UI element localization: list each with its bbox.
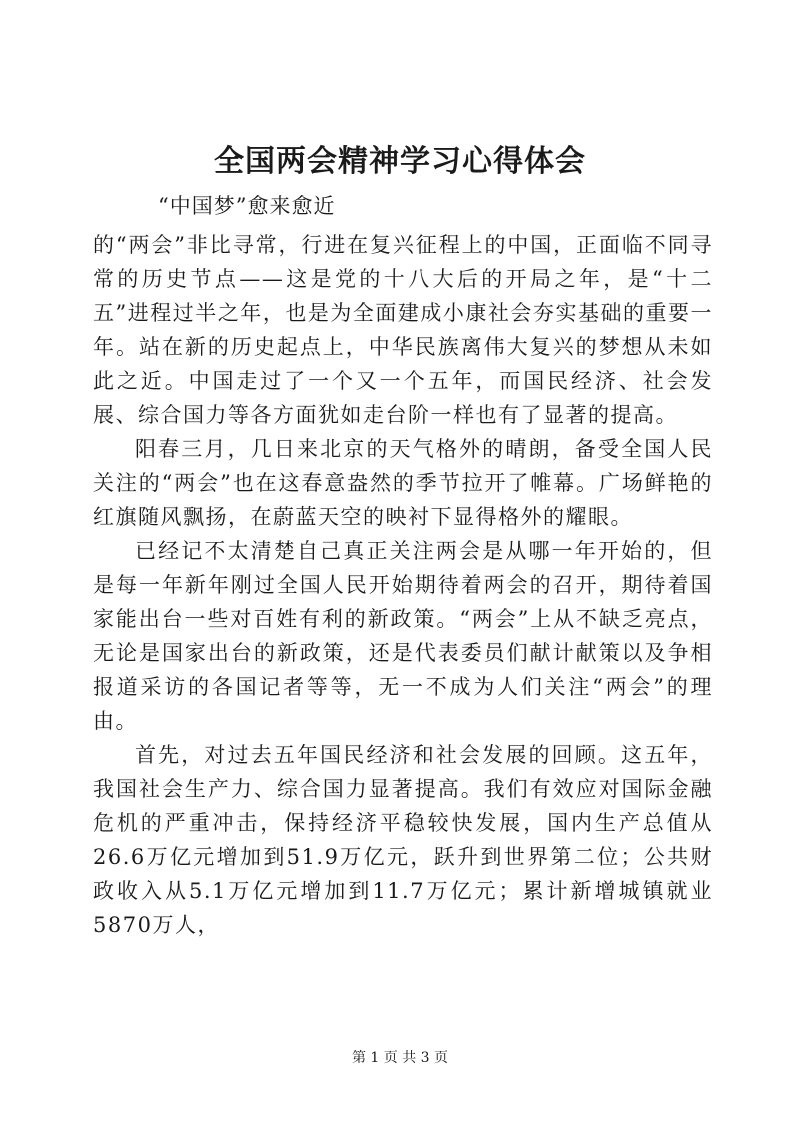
document-subtitle: “中国梦”愈来愈近 bbox=[158, 194, 336, 218]
paragraph-4: 首先，对过去五年国民经济和社会发展的回顾。这五年，我国社会生产力、综合国力显著提高。我们有效应对国际金融危机的严重冲击，保持经济平稳较快发展，国内生产总值从26.6万亿元增加到51.9万亿元，跃升到世界第二位；公共财政收入从5.1万亿元增加到11.7万亿元；累计新增城镇就业5870万人， bbox=[93, 743, 713, 937]
paragraph-3: 已经记不太清楚自己真正关注两会是从哪一年开始的，但是每一年新年刚过全国人民开始期待着两会的召开，期待着国家能出台一些对百姓有利的新政策。“两会”上从不缺乏亮点，无论是国家出台的新政策，还是代表委员们献计献策以及争相报道采访的各国记者等等，无一不成为人们关注“两会”的理由。 bbox=[93, 539, 713, 733]
document-body bbox=[93, 228, 713, 942]
document-title: 全国两会精神学习心得体会 bbox=[214, 144, 586, 179]
page-footer: 第 1 页 共 3 页 bbox=[351, 1050, 449, 1066]
paragraph-2: 阳春三月，几日来北京的天气格外的晴朗，备受全国人民关注的“两会”也在这春意盎然的季节拉开了帷幕。广场鲜艳的红旗随风飘扬，在蔚蓝天空的映衬下显得格外的耀眼。 bbox=[93, 437, 713, 529]
paragraph-1: 的“两会”非比寻常，行进在复兴征程上的中国，正面临不同寻常的历史节点——这是党的十八大后的开局之年，是“十二五”进程过半之年，也是为全面建成小康社会夯实基础的重要一年。站在新的历史起点上，中华民族离伟大复兴的梦想从未如此之近。中国走过了一个又一个五年，而国民经济、社会发展、综合国力等各方面犹如走台阶一样也有了显著的提高。 bbox=[93, 233, 713, 427]
